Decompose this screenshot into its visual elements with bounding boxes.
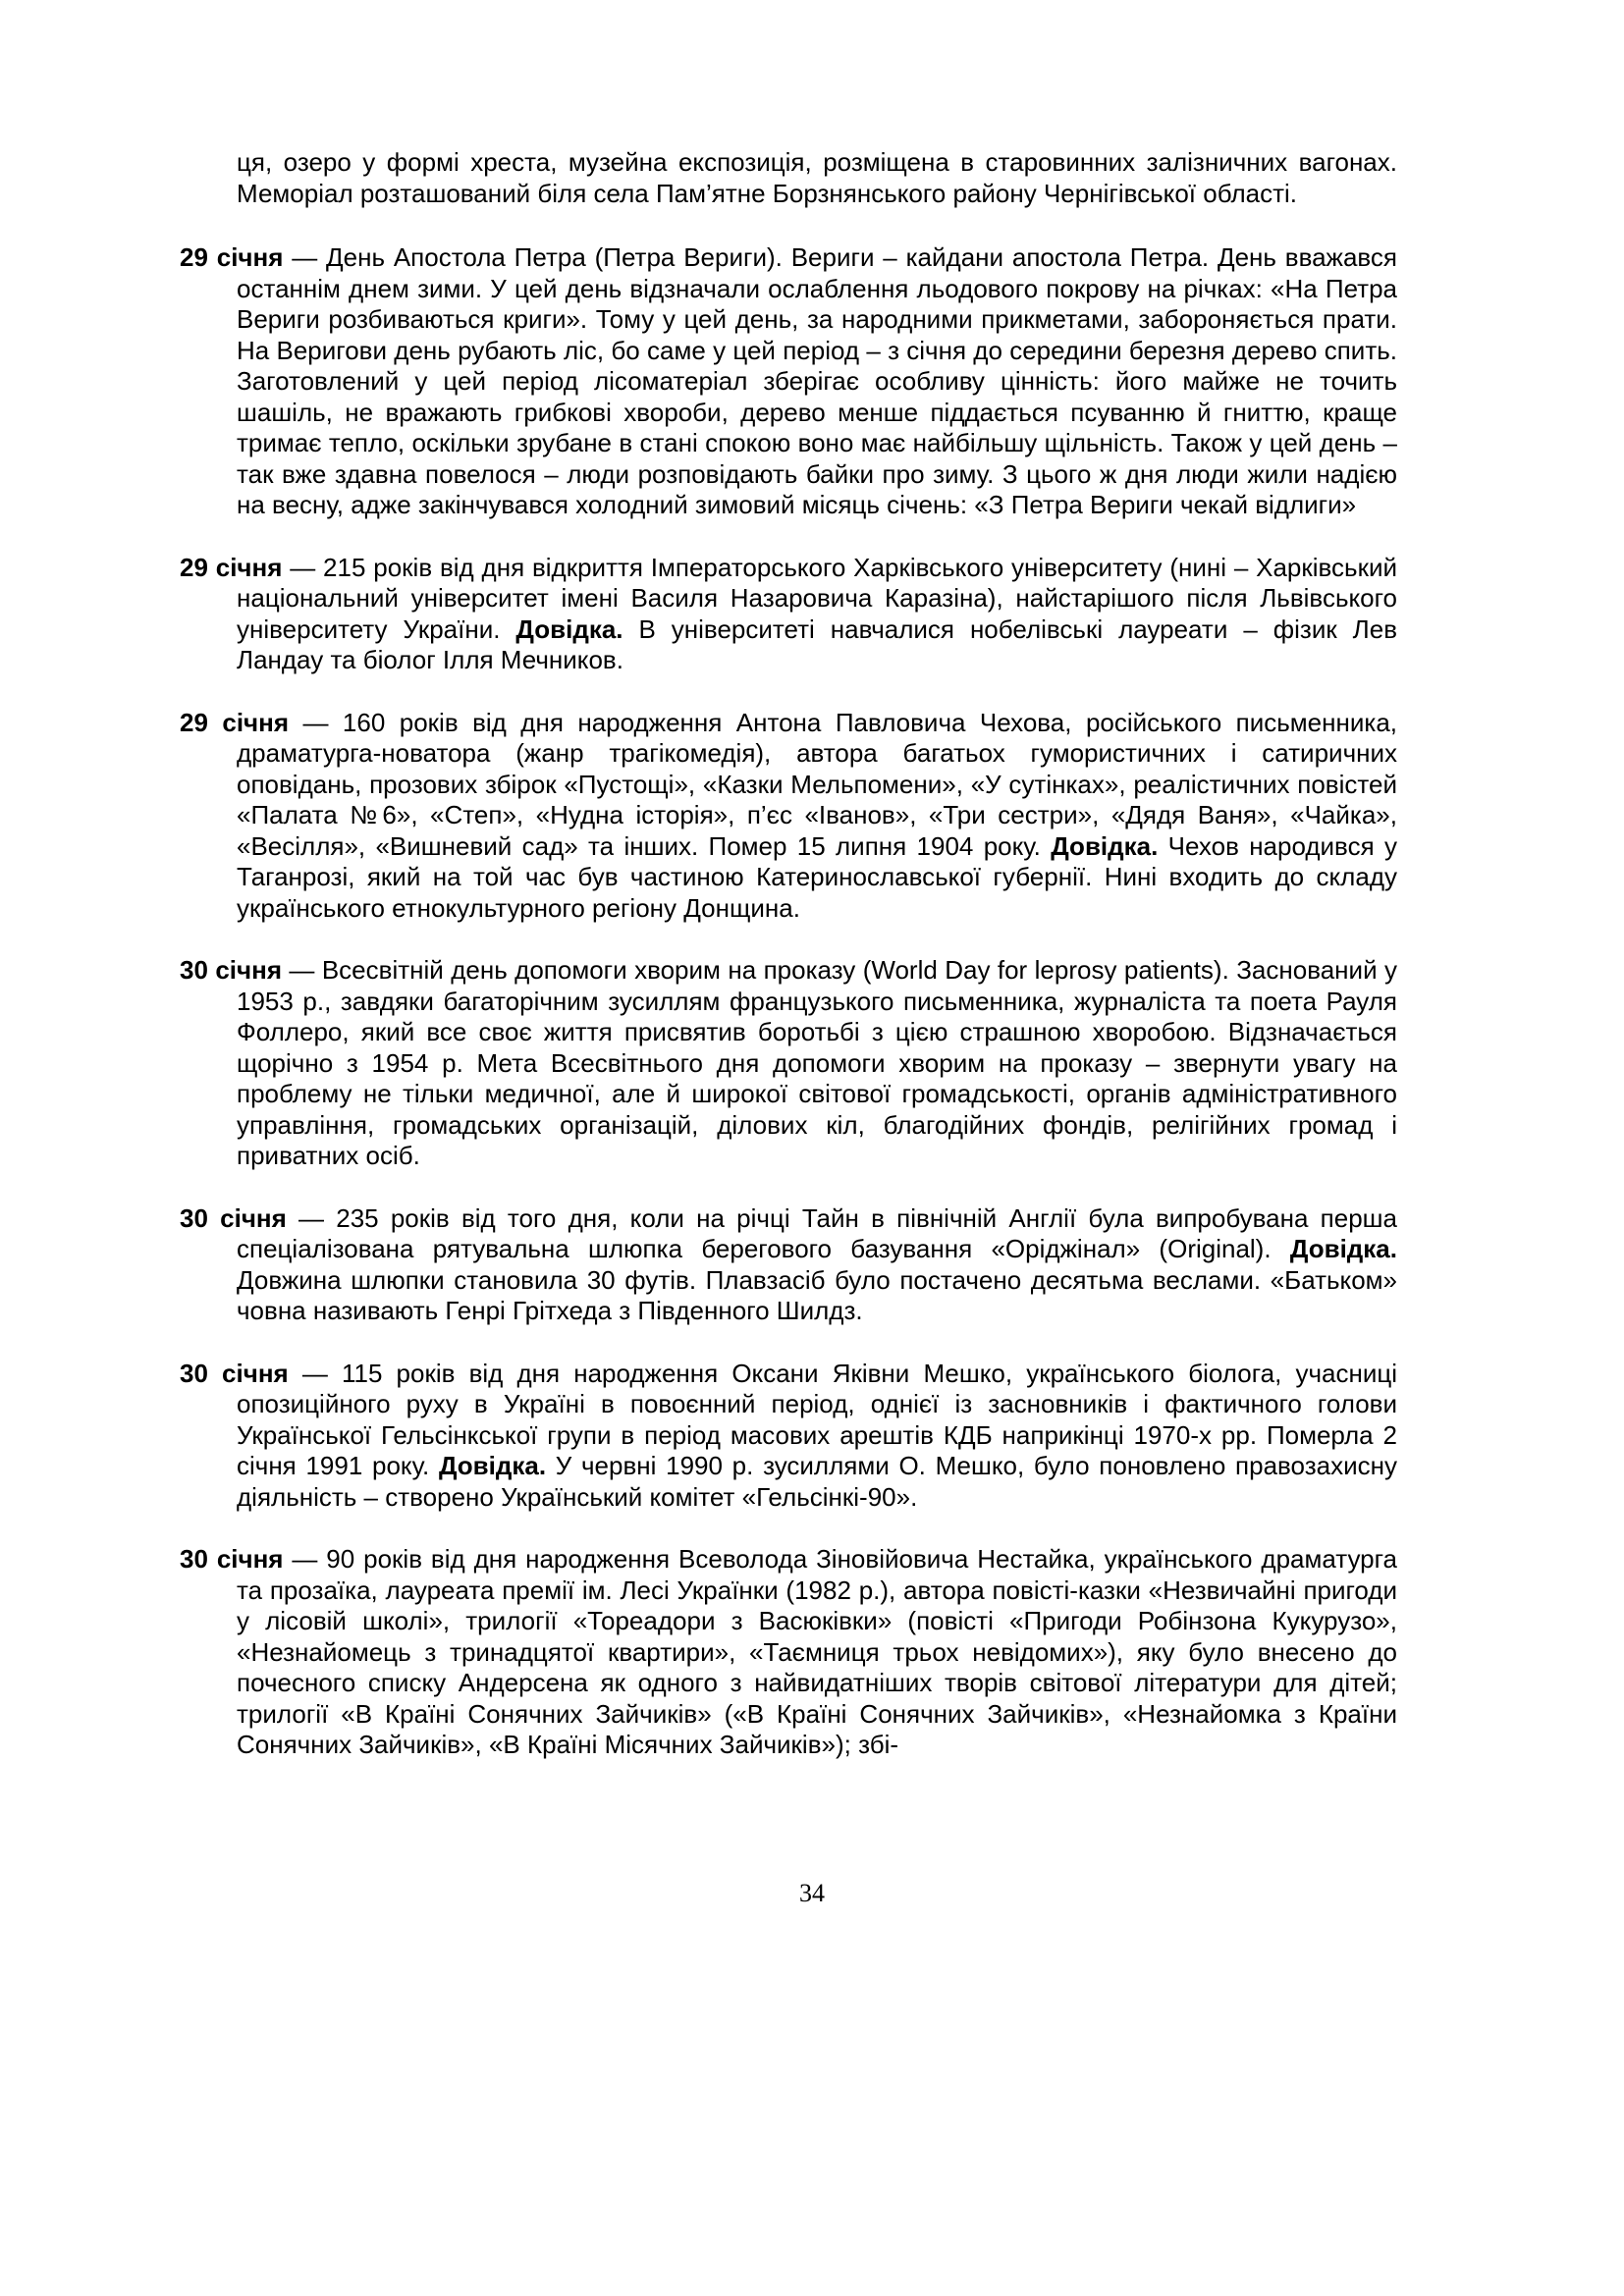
entry-date: 30 січня xyxy=(180,1202,287,1233)
entry-paragraph xyxy=(180,708,1397,925)
reference-label: Довідка. xyxy=(1289,1234,1397,1263)
entry-text: — 90 років від дня народження Всеволода Зіновійовича Нестайка, українського драматурга та прозаїка, лауреата премії ім. Лесі Українки (1982 р.), автора повісті-казки «Незвичайні пригоди у лісовій школі», трилогії «Тореадори з Васюківки» (повісті «Пригоди Робінзона Кукурузо», «Незнайомець з тринадцятої квартири», «Таємниця трьох невідомих»), яку було внесено до почесного списку Андерсена як одного з найвидатніших творів світової літератури для дітей; трилогії «В Країні Сонячних Зайчиків» («В Країні Сонячних Зайчиків», «Незнайомка з Країни Сонячних Зайчиків», «В Країні Місячних Зайчиків»); збі- xyxy=(237,1544,1397,1759)
reference-text: Чехов народився у Таганрозі, який на той час був частиною Катеринославської губернії. Нині входить до складу українського етнокультурного регіону Донщина. xyxy=(237,830,1397,923)
reference-label: Довідка. xyxy=(438,1451,547,1480)
document-body xyxy=(180,147,1397,1761)
entry-paragraph xyxy=(180,1359,1397,1514)
entry-paragraph xyxy=(180,553,1397,676)
reference-label: Довідка. xyxy=(515,614,623,644)
entry-text: — Всесвітній день допомоги хворим на проказу (World Day for leprosy patients). Заснований у 1953 р., завдяки багаторічним зусиллям французького письменника, журналіста та поета Рауля Фоллеро, який все своє життя присвятив боротьбі з цією страшною хворобою. Відзначається щорічно з 1954 р. Мета Всесвітнього дня допомоги хворим на проказу – звернути увагу на проблему не тільки медичної, але й широкої світової громадськості, органів адміністративного управління, громадських організацій, ділових кіл, благодійних фондів, релігійних громад і приватних осіб. xyxy=(237,955,1398,1170)
entry-date: 29 січня xyxy=(180,552,283,582)
entry-date: 29 січня xyxy=(180,707,290,737)
entry-date: 30 січня xyxy=(180,955,282,985)
entry-text: — 235 років від того дня, коли на річці Тайн в північній Англії була випробувана перша спеціалізована рятувальна шлюпка берегового базування «Оріджінал» (Original). xyxy=(237,1202,1397,1263)
entry-paragraph xyxy=(180,242,1397,521)
entry-text: — День Апостола Петра (Петра Вериги). Вериги – кайдани апостола Петра. День вважався останнім днем зими. У цей день відзначали ослаблення льодового покрову на річках: «На Петра Вериги розбиваються криги». Тому у цей день, за народними прикметами, забороняється прати. На Веригови день рубають ліс, бо саме у цей період – з січня до середини березня дерево спить. Заготовлений у цей період лісоматеріал зберігає особливу цінність: його майже не точить шашіль, не вражають грибкові хвороби, дерево менше піддається псуванню й гниттю, краще тримає тепло, оскільки зрубане в стані спокою воно має найбільшу щільність. Також у цей день – так вже здавна повелося – люди розповідають байки про зиму. З цього ж дня люди жили надією на весну, адже закінчувався холодний зимовий місяць січень: «З Петра Вериги чекай відлиги» xyxy=(237,242,1398,519)
page-number: 34 xyxy=(799,1879,825,1907)
reference-text: У червні 1990 р. зусиллями О. Мешко, було поновлено правозахисну діяльність – створено Український комітет «Гельсінкі-90». xyxy=(237,1451,1397,1512)
reference-label: Довідка. xyxy=(1051,830,1159,861)
entry-text: — 160 років від дня народження Антона Павловича Чехова, російського письменника, драматурга-новатора (жанр трагікомедія), автора багатьох гумористичних і сатиричних оповідань, прозових збірок «Пустощі», «Казки Мельпомени», «У сутінках», реалістичних повістей «Палата №6», «Степ», «Нудна історія», п’єс «Іванов», «Три сестри», «Дядя Ваня», «Чайка», «Весілля», «Вишневий сад» та інших. Помер 15 липня 1904 року. xyxy=(237,707,1398,861)
entry-date: 30 січня xyxy=(180,1358,289,1388)
intro-paragraph xyxy=(180,147,1397,209)
entry-text: — 115 років від дня народження Оксани Яківни Мешко, українського біолога, учасниці опозиційного руху в Україні в повоєнний період, однієї із засновників і фактичного голови Української Гельсінкської групи в період масових арештів КДБ наприкінці 1970-х рр. Померла 2 січня 1991 року. xyxy=(237,1358,1398,1480)
intro-text: ця, озеро у формі хреста, музейна експозиція, розміщена в старовинних залізничних вагонах. Меморіал розташований біля села Пам’ятне Борзнянського району Чернігівської області. xyxy=(237,147,1397,208)
entry-date: 29 січня xyxy=(180,242,284,272)
entry-paragraph xyxy=(180,1544,1397,1761)
reference-text: Довжина шлюпки становила 30 футів. Плавзасіб було постачено десятьма веслами. «Батьком» човна називають Генрі Грітхеда з Південного Шилдз. xyxy=(237,1264,1397,1325)
entry-date: 30 січня xyxy=(180,1544,284,1574)
entry-text: — 215 років від дня відкриття Імператорського Харківського університету (нині – Харківський національний університет імені Василя Назаровича Каразіна), найстарішого після Львівського університету України. xyxy=(237,552,1397,644)
reference-text: В університеті навчалися нобелівські лауреати – фізик Лев Ландау та біолог Ілля Мечников. xyxy=(237,614,1398,674)
entry-paragraph xyxy=(180,955,1397,1172)
entry-paragraph xyxy=(180,1203,1397,1327)
